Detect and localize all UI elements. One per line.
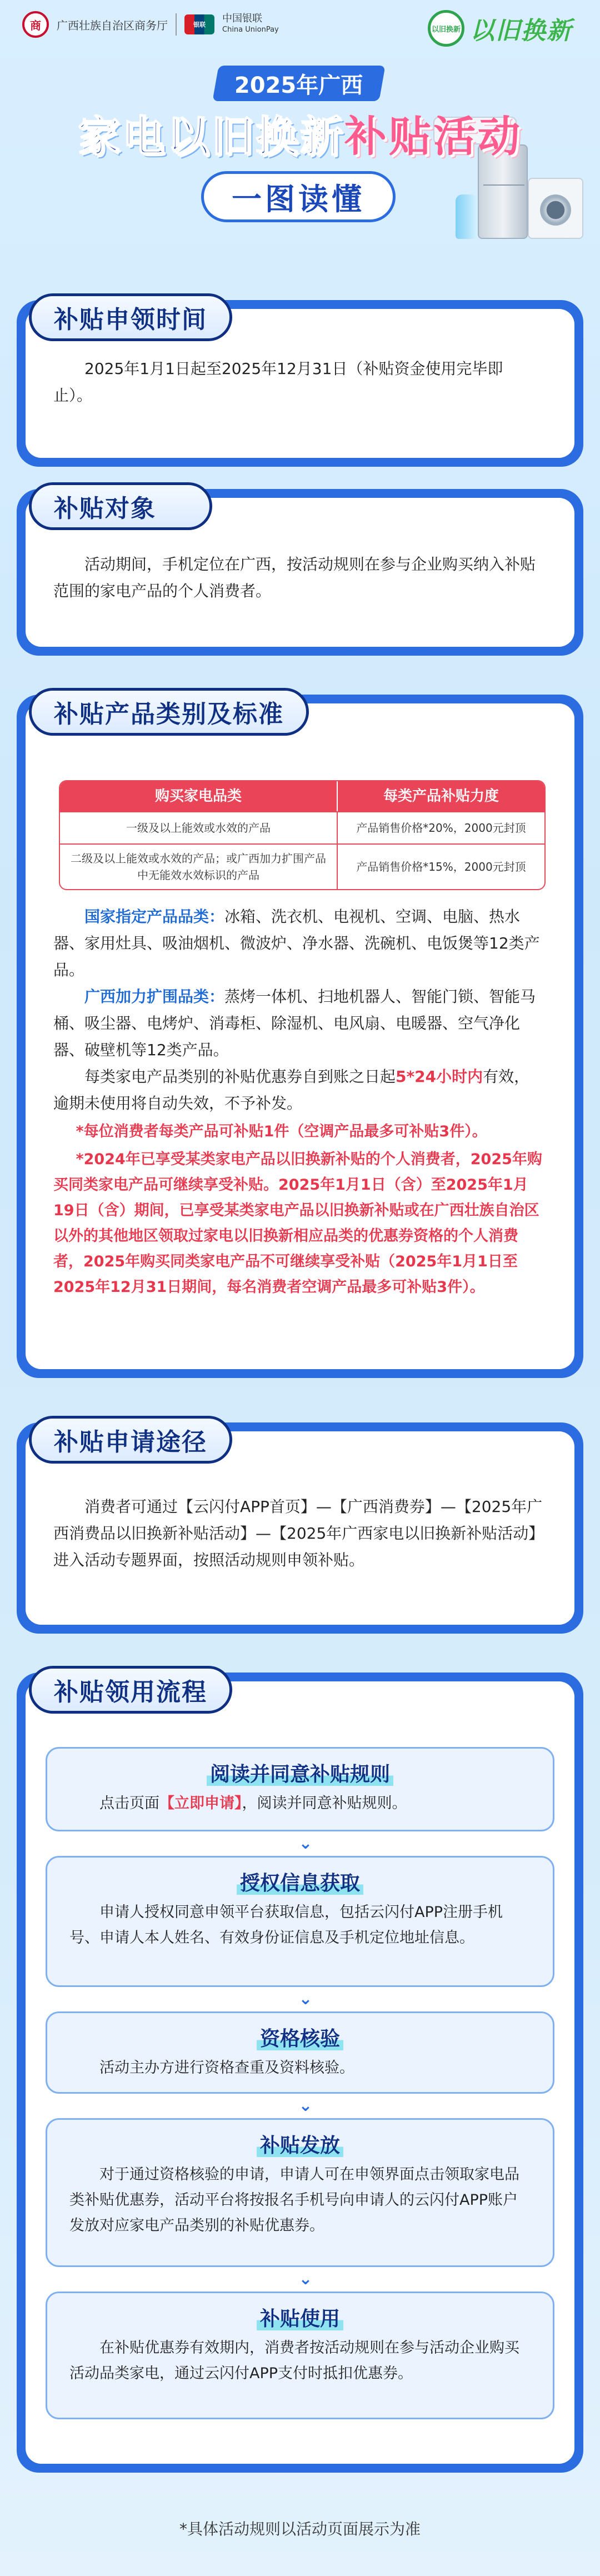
year-badge-text: 2025年广西: [234, 72, 363, 98]
step-text: 申请人授权同意申领平台获取信息，包括云闪付APP注册手机号、申请人本人姓名、有效身份证信息及手机定位地址信息。: [69, 1904, 503, 1946]
commerce-department-logo: 商: [22, 11, 49, 38]
commerce-department-name: 广西壮族自治区商务厅: [57, 18, 168, 32]
section-title: 补贴对象: [29, 482, 212, 530]
application-channel-text: 消费者可通过【云闪付APP首页】—【广西消费券】—【2025年广西消费品以旧换新补贴活动】—【2025年广西家电以旧换新补贴活动】进入活动专题界面，按照活动规则申领补贴。: [53, 1497, 543, 1569]
chevron-down-icon: ⌄: [298, 2096, 313, 2115]
process-step-authorize-info: [46, 1856, 554, 1987]
table-cell: 一级及以上能效或水效的产品: [60, 812, 338, 843]
subtitle-pill: [201, 171, 396, 222]
national-categories: [53, 903, 543, 984]
chevron-down-icon: ⌄: [298, 1834, 313, 1853]
chevron-down-icon: ⌄: [298, 1989, 313, 2009]
section-application-time-card: [26, 306, 574, 458]
table-row: [60, 843, 544, 889]
table-row: [60, 811, 544, 843]
section-eligible-users-card: [26, 495, 574, 647]
section-title: 补贴产品类别及标准: [29, 688, 309, 736]
national-categories-label: 国家指定产品品类：: [84, 907, 225, 926]
section-title: 补贴领用流程: [29, 1666, 232, 1714]
washing-machine-icon: [528, 178, 583, 239]
step-text: 在补贴优惠券有效期内，消费者按活动规则在参与活动企业购买活动品类家电，通过云闪付APP支付时抵扣优惠券。: [69, 2339, 519, 2382]
section-product-categories: [17, 695, 583, 1378]
water-purifier-icon: [456, 194, 478, 239]
trade-in-brand-word: 以旧换新: [470, 17, 572, 45]
logo-row: [22, 11, 279, 38]
header: [0, 0, 600, 256]
apply-now-link[interactable]: 【立即申请】: [159, 1795, 242, 1812]
section-claim-process-card: [26, 1678, 574, 2464]
step-text: 对于通过资格核验的申请，申请人可在申领界面点击领取家电品类补贴优惠券，活动平台将按报名手机号向申请人的云闪付APP账户发放对应家电产品类别的补贴优惠券。: [69, 2166, 519, 2234]
step-title: 阅读并同意补贴规则: [207, 1763, 393, 1786]
section-eligible-users: [17, 489, 583, 656]
guangxi-categories: [53, 984, 543, 1064]
section-application-channel-card: [26, 1428, 574, 1625]
unionpay-logo: 银联: [184, 14, 214, 34]
application-time-text: 2025年1月1日起至2025年12月31日（补贴资金使用完毕即止）。: [53, 360, 503, 405]
table-header-row: [60, 781, 544, 811]
coupon-validity-highlight: 5*24小时内: [396, 1067, 483, 1086]
page-title: [0, 103, 600, 163]
step-text: 活动主办方进行资格查重及资料核验。: [99, 2059, 354, 2076]
process-step-verification: [46, 2011, 554, 2094]
note-one-per-category: *每位消费者每类产品可补贴1件（空调产品最多可补贴3件）。: [76, 1123, 487, 1140]
section-application-channel: [17, 1422, 583, 1634]
table-header-cell: 购买家电品类: [60, 781, 338, 811]
step-title: 授权信息获取: [237, 1872, 363, 1895]
unionpay-name-en: China UnionPay: [222, 26, 279, 34]
section-title: 补贴申领时间: [29, 293, 232, 341]
unionpay-name: [222, 13, 279, 36]
section-application-time: [17, 300, 583, 467]
step-title: 补贴发放: [257, 2134, 343, 2157]
guangxi-categories-text: 蒸烤一体机、扫地机器人、智能门锁、智能马桶、吸尘器、电烤炉、消毒柜、除湿机、电风扇、电暖器、空气净化器、破壁机等12类产品。: [53, 987, 536, 1059]
section-claim-process: [17, 1673, 583, 2473]
trade-in-brand: [428, 10, 572, 47]
eligible-users-text: 活动期间，手机定位在广西，按活动规则在参与企业购买纳入补贴范围的家电产品的个人消费者。: [53, 555, 536, 600]
process-step-read-rules: [46, 1747, 554, 1831]
table-cell: 二级及以上能效或水效的产品；或广西加力扩围产品中无能效水效标识的产品: [60, 845, 338, 889]
step-title: 资格核验: [257, 2028, 343, 2050]
logo-divider: [176, 13, 177, 36]
subtitle: 一图读懂: [232, 181, 365, 217]
table-cell: 产品销售价格*15%，2000元封顶: [356, 860, 526, 873]
unionpay-name-cn: 中国银联: [222, 13, 262, 24]
table-cell: 产品销售价格*20%，2000元封顶: [356, 821, 526, 835]
footer-note: *具体活动规则以活动页面展示为准: [179, 2520, 421, 2538]
trade-in-seal-icon: 以旧换新: [428, 10, 464, 47]
step-text: 点击页面【立即申请】，阅读并同意补贴规则。: [99, 1795, 407, 1812]
coupon-validity: 每类家电产品类别的补贴优惠券自到账之日起5*24小时内有效，逾期未使用将自动失效，不予补发。: [53, 1067, 530, 1112]
note-2024-users: *2024年已享受某类家电产品以旧换新补贴的个人消费者，2025年购买同类家电产品可继续享受补贴。2025年1月1日（含）至2025年1月19日（含）期间，已享受某类家电产品以旧换新补贴或在广西壮族自治区以外的其他地区领取过家电以旧换新相应品类的优惠券资格的个人消费者，2025年购买同类家电产品不可继续享受补贴（2025年1月1日至2025年12月31日期间，每名消费者空调产品最多可补贴3件）。: [53, 1151, 542, 1296]
section-product-categories-card: [26, 700, 574, 1369]
step-title: 补贴使用: [257, 2308, 343, 2330]
table-header-cell: 每类产品补贴力度: [338, 781, 544, 811]
page-title-part2: 补贴活动: [344, 112, 522, 161]
process-step-usage: [46, 2292, 554, 2419]
process-step-distribution: [46, 2118, 554, 2267]
subsidy-standard-table: [59, 780, 546, 890]
year-badge: [212, 66, 385, 101]
section-title: 补贴申请途径: [29, 1416, 232, 1464]
page-title-part1: 家电以旧换新: [78, 112, 344, 161]
national-categories-text: 冰箱、洗衣机、电视机、空调、电脑、热水器、家用灶具、吸油烟机、微波炉、净水器、洗碗机、电饭煲等12类产品。: [53, 907, 540, 979]
chevron-down-icon: ⌄: [298, 2269, 313, 2289]
guangxi-categories-label: 广西加力扩围品类：: [84, 987, 225, 1006]
